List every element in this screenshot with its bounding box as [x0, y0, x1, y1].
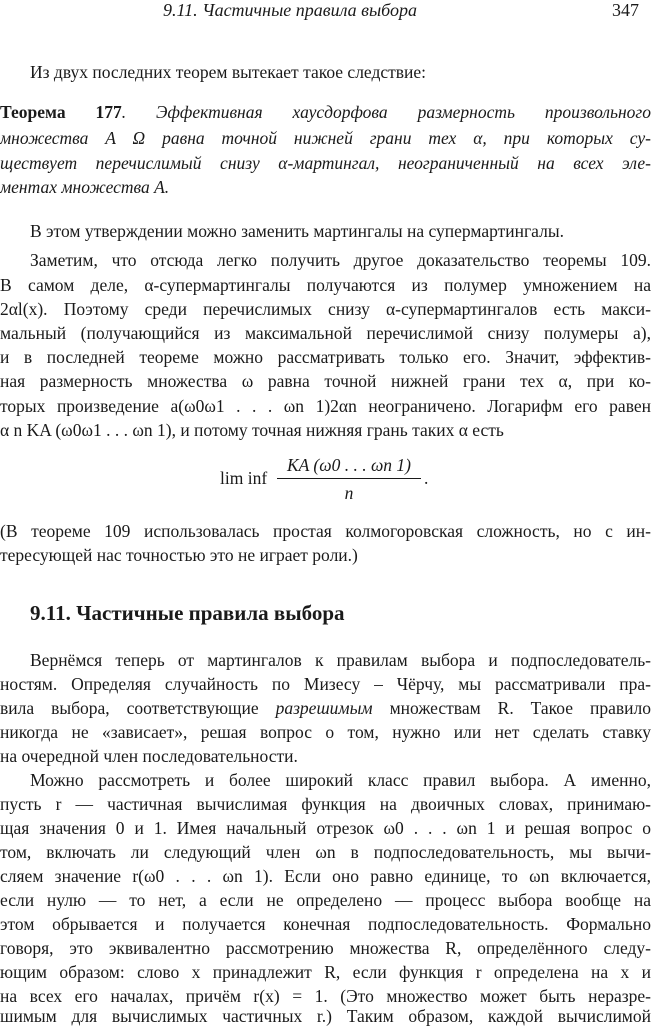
text-line: мальный (получающийся из максимальной перечислимой снизу полумеры a), — [0, 323, 651, 343]
text-line: если нулю — то нет, а если не определено — процесс выбора вообще на — [0, 890, 651, 910]
fraction-bar — [277, 478, 421, 479]
theorem-line: ществует перечислимый снизу α-мартингал, неограниченный на всех эле- — [0, 153, 651, 173]
text-line: том, включать ли следующий член ωn в подпоследовательность, мы вычи- — [0, 842, 651, 862]
emphasis-text: разрешимым — [275, 698, 373, 718]
theorem-line — [0, 100, 651, 124]
text-line: говоря, это эквивалентно рассмотрению множества R, определённого следу- — [0, 938, 651, 958]
text-line: 2αl(x). Поэтому среди перечислимых снизу α-супермартингалов есть макси- — [0, 299, 651, 319]
text-line — [0, 696, 651, 720]
text-line: щая значения 0 и 1. Имея начальный отрезок ω0 . . . ωn 1 и решая вопрос о — [0, 818, 651, 838]
text-line: Заметим, что отсюда легко получить другое доказательство теоремы 109. — [30, 250, 651, 270]
formula-lim: lim inf — [220, 468, 268, 488]
text-line: (В теореме 109 использовалась простая колмогоровская сложность, но с ин- — [0, 521, 651, 541]
text-line: α n KA (ω0ω1 . . . ωn 1), и потому точная нижняя грань таких α есть — [0, 420, 504, 440]
section-title: 9.11. Частичные правила выбора — [30, 601, 345, 625]
text-span: множествам R. Такое правило — [372, 698, 651, 718]
text-line: В самом деле, α-супермартингалы получаются из полумер умножением на — [0, 275, 651, 295]
text-line: тересующей нас точностью это не играет роли.) — [0, 545, 358, 565]
text-line: ностям. Определяя случайность по Мизесу – Чёрчу, мы рассматривали пра- — [0, 674, 651, 694]
text-line: на очередной член последовательности. — [0, 746, 298, 766]
theorem-line: ментах множества A. — [0, 177, 170, 197]
text-line: пусть r — частичная вычислимая функция на двоичных словах, принимаю- — [0, 794, 651, 814]
text-line: и в последней теореме можно рассматривать только его. Значит, эффектив- — [0, 347, 651, 367]
text-line: никогда не «зависает», решая вопрос о том, нужно или нет сделать ставку — [0, 722, 651, 742]
formula-numerator: KA (ω0 . . . ωn 1) — [286, 455, 412, 475]
text-span: вила выбора, соответствующие — [0, 698, 276, 718]
text-line: Из двух последних теорем вытекает такое следствие: — [30, 62, 427, 82]
formula-end: . — [424, 468, 429, 488]
page-number: 347 — [612, 0, 639, 20]
text-line: ющим образом: слово x принадлежит R, если функция r определена на x и — [0, 962, 651, 982]
text-line: Можно рассмотреть и более широкий класс правил выбора. А именно, — [30, 770, 651, 790]
formula-fraction — [277, 454, 421, 504]
text-line: В этом утверждении можно заменить мартингалы на супермартингалы. — [30, 221, 564, 241]
theorem-line: множества A Ω равна точной нижней грани тех α, при которых су- — [0, 128, 651, 148]
text-line: ная размерность множества ω равна точной нижней грани тех α, при ко- — [0, 371, 651, 391]
formula-denominator: n — [344, 483, 354, 503]
text-line: этом обрывается и получается конечная подпоследовательность. Формально — [0, 914, 651, 934]
text-line: торых произведение a(ω0ω1 . . . ωn 1)2αn неограничено. Логарифм его равен — [0, 396, 651, 416]
text-line: Вернёмся теперь от мартингалов к правилам выбора и подпоследователь- — [30, 650, 651, 670]
text-line: шимым для вычислимых частичных r.) Таким образом, каждой вычислимой — [0, 1006, 651, 1026]
text-line: на всех его началах, причём r(x) = 1. (Это множество может быть неразре- — [0, 986, 651, 1006]
text-line: сляем значение r(ω0 . . . ωn 1). Если оно равно единице, то ωn включается, — [0, 866, 651, 886]
theorem-label: Теорема 177 — [0, 102, 122, 122]
theorem-text: . Эффективная хаусдорфова размерность произвольного — [121, 102, 651, 122]
running-header-title: 9.11. Частичные правила выбора — [163, 0, 417, 20]
